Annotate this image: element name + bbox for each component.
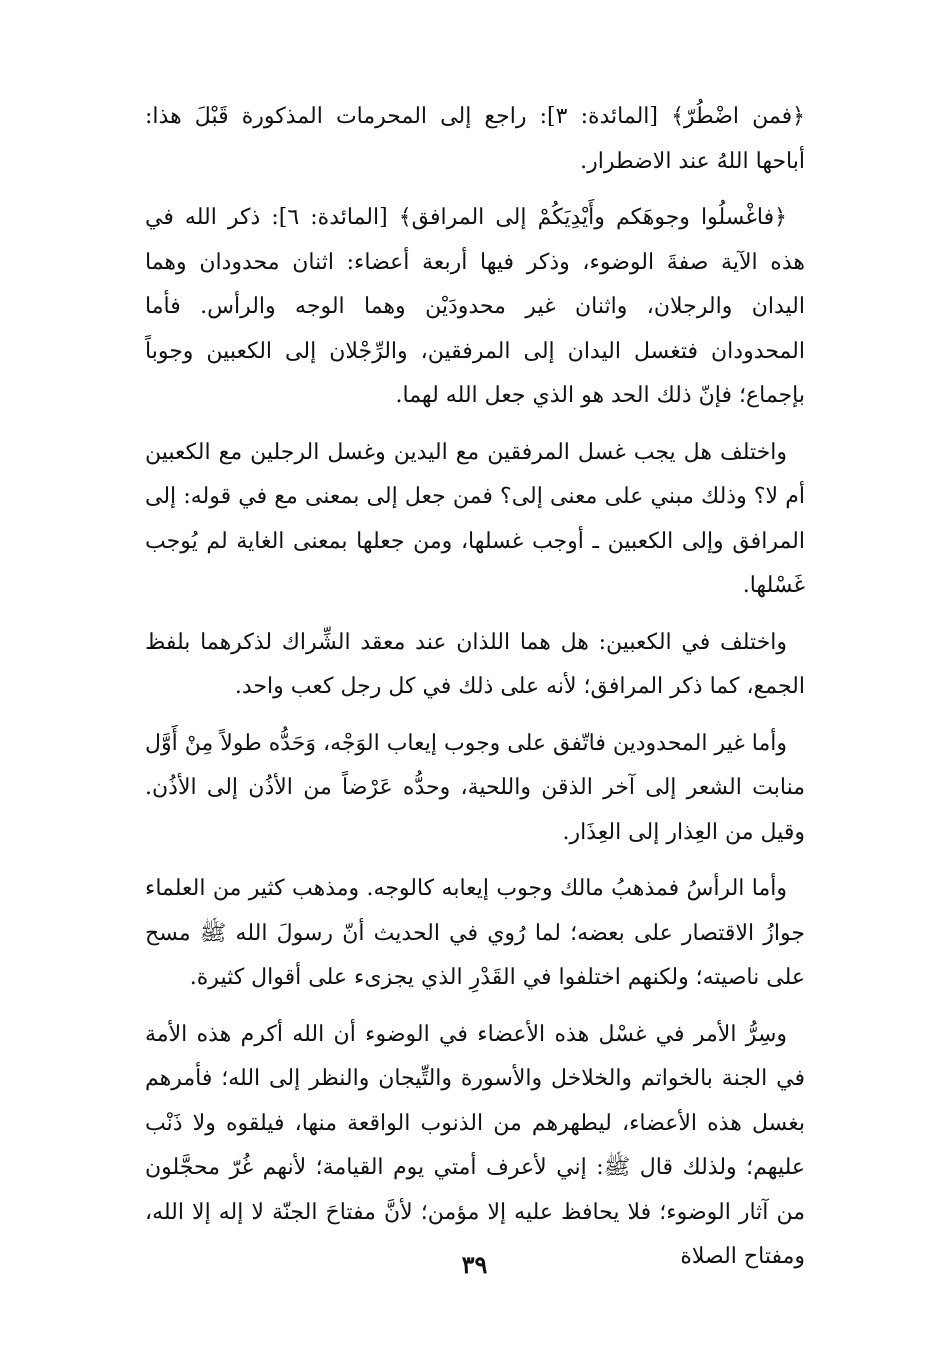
paragraph-3: واختلف هل يجب غسل المرفقين مع اليدين وغسل الرجلين مع الكعبين أم لا؟ وذلك مبني على معنى إلى؟ فمن جعل إلى بمعنى مع في قوله: إلى المرافق وإلى الكعبين ـ أوجب غسلها، ومن جعلها بمعنى الغاية لم يُوجب غَسْلها. [145, 439, 805, 598]
paragraph-4: واختلف في الكعبين: هل هما اللذان عند معقد الشِّراك لذكرهما بلفظ الجمع، كما ذكر المرافق؛ لأنه على ذلك في كل رجل كعب واحد. [145, 629, 805, 699]
paragraph-5: وأما غير المحدودين فاتّفق على وجوب إيعاب الوَجْه، وَحَدُّه طولاً مِنْ أَوَّل منابت الشعر إلى آخر الذقن واللحية، وحدُّه عَرْضاً من الأذُن إلى الأذُن. وقيل من العِذار إلى العِذَار. [145, 730, 805, 845]
main-text [145, 95, 805, 1292]
paragraph-6: وأما الرأسُ فمذهبُ مالك وجوب إيعابه كالوجه. ومذهب كثير من العلماء جوازُ الاقتصار على بعضه؛ لما رُوي في الحديث أنّ رسولَ الله ﷺ مسح على ناصيته؛ ولكنهم اختلفوا في القَدْرِ الذي يجزىء على أقوال كثيرة. [145, 876, 805, 990]
page-number: ٣٩ [461, 1250, 488, 1279]
paragraph-2: ﴿فاغْسلُوا وجوهَكم وأَيْدِيَكُمْ إلى المرافق﴾ [المائدة: ٦]: ذكر الله في هذه الآية صفةَ الوضوء، وذكر فيها أربعة أعضاء: اثنان محدودان وهما اليدان والرجلان، واثنان غير محدودَيْن وهما الوجه والرأس. فأما المحدودان فتغسل اليدان إلى المرفقين، والرِّجْلان إلى الكعبين وجوباً بإجماع؛ فإنّ ذلك الحد هو الذي جعل الله لهما. [145, 205, 805, 408]
paragraph-7: وسِرُّ الأمر في غسْل هذه الأعضاء في الوضوء أن الله أكرم هذه الأمة في الجنة بالخواتم والخلاخل والأسورة والتِّيجان والنظر إلى الله؛ فأمرهم بغسل هذه الأعضاء، ليطهرهم من الذنوب الواقعة منها، فيلقوه ولا ذَنْب عليهم؛ ولذلك قال ﷺ: إني لأعرف أمتي يوم القيامة؛ لأنهم غُرّ محجَّلون من آثار الوضوء؛ فلا يحافظ عليه إلا مؤمن؛ لأنَّ مفتاحَ الجنّة لا إله إلا الله، ومفتاح الصلاة [145, 1021, 805, 1269]
paragraph-1: ﴿فمن اضْطُرّ﴾ [المائدة: ٣]: راجع إلى المحرمات المذكورة قَبْلَ هذا: أباحها اللهُ عند الاضطرار. [145, 104, 805, 174]
